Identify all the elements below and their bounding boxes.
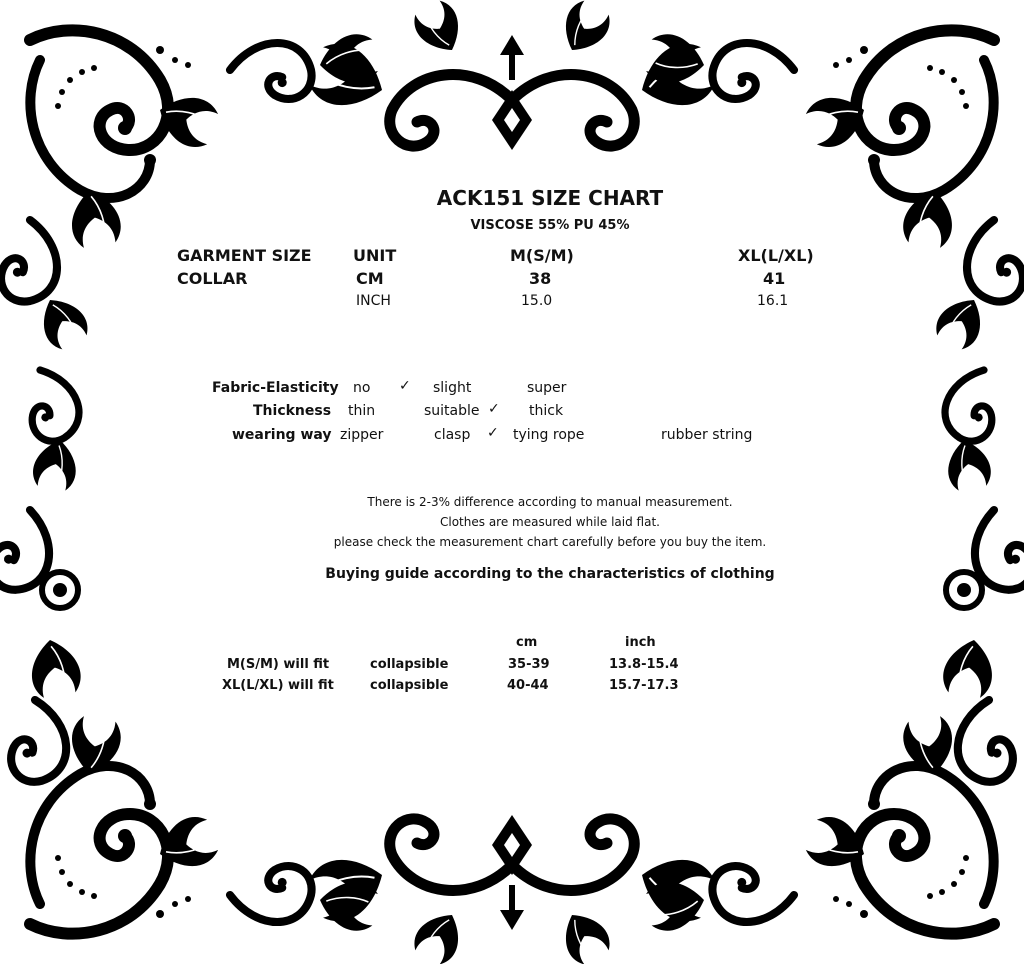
guide-row-type-xl: collapsible (370, 678, 449, 693)
guide-row-cm-m: 35-39 (508, 657, 550, 672)
wearing-check-icon: ✓ (487, 425, 499, 441)
thickness-option-suitable: suitable (424, 403, 480, 419)
note-line-3: please check the measurement chart carefully before you buy the item. (333, 535, 767, 549)
guide-row-cm-xl: 40-44 (507, 678, 549, 693)
note-line-2: Clothes are measured while laid flat. (440, 515, 660, 529)
header-unit: UNIT (353, 246, 397, 265)
wearing-option-clasp: clasp (434, 427, 471, 443)
guide-header-inch: inch (625, 635, 656, 650)
thickness-label: Thickness (253, 403, 332, 419)
header-size-m: M(S/M) (510, 246, 574, 265)
thickness-option-thin: thin (348, 403, 376, 419)
cell-collar-m-inch: 15.0 (521, 293, 553, 309)
wearing-option-rubber-string: rubber string (661, 427, 753, 443)
cell-collar-xl-cm: 41 (763, 269, 786, 288)
guide-header-cm: cm (516, 635, 538, 650)
note-line-1: There is 2-3% difference according to manual measurement. (367, 495, 733, 509)
cell-collar-m-cm: 38 (529, 269, 552, 288)
header-size-xl: XL(L/XL) (738, 246, 814, 265)
guide-row-inch-xl: 15.7-17.3 (609, 678, 679, 693)
page-title: ACK151 SIZE CHART (436, 186, 664, 210)
wearing-option-zipper: zipper (340, 427, 384, 443)
material-composition: VISCOSE 55% PU 45% (470, 218, 630, 233)
guide-row-inch-m: 13.8-15.4 (609, 657, 679, 672)
fabric-elasticity-label: Fabric-Elasticity (212, 380, 339, 396)
elasticity-option-super: super (527, 380, 567, 396)
wearing-option-tying-rope: tying rope (513, 427, 585, 443)
buying-guide-title: Buying guide according to the characteristics of clothing (325, 566, 775, 582)
elasticity-check-icon: ✓ (399, 378, 411, 394)
row-label-collar: COLLAR (177, 269, 248, 288)
guide-row-type-m: collapsible (370, 657, 449, 672)
row-unit-inch: INCH (356, 293, 391, 309)
thickness-check-icon: ✓ (488, 401, 500, 417)
elasticity-option-slight: slight (433, 380, 472, 396)
header-garment-size: GARMENT SIZE (177, 246, 312, 265)
guide-row-label-m: M(S/M) will fit (227, 657, 330, 672)
thickness-option-thick: thick (529, 403, 564, 419)
row-unit-cm: CM (356, 269, 384, 288)
cell-collar-xl-inch: 16.1 (757, 293, 789, 309)
wearing-way-label: wearing way (232, 427, 332, 443)
elasticity-option-no: no (353, 380, 371, 396)
guide-row-label-xl: XL(L/XL) will fit (222, 678, 334, 693)
